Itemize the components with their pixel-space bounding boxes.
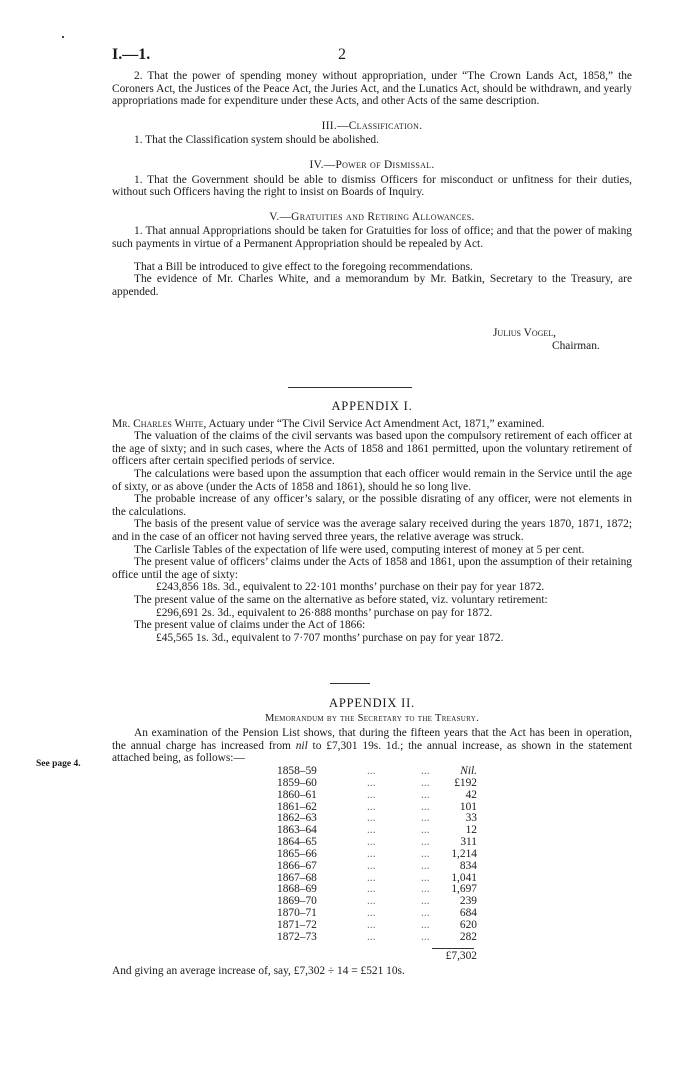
row-value: 101 — [459, 800, 477, 813]
row-year: 1859–60 — [277, 776, 317, 789]
pension-increase-table — [277, 766, 477, 963]
row-year: 1866–67 — [277, 859, 317, 872]
leader-dots: ... — [367, 824, 376, 837]
table-row — [277, 790, 477, 802]
row-year: 1860–61 — [277, 788, 317, 801]
heading-classification: III.—Classification. — [321, 119, 423, 132]
recommendations-section — [112, 70, 632, 298]
paragraph-bill: That a Bill be introduced to give effect to the foregoing recommendations. — [134, 260, 473, 273]
paragraph-alternative — [112, 594, 632, 619]
table-row — [277, 778, 477, 790]
leader-dots: ... — [421, 859, 430, 872]
average-increase-line: And giving an average increase of, say, £7,302 ÷ 14 = £521 10s. — [112, 965, 405, 977]
row-year: 1863–64 — [277, 824, 317, 837]
appendix-2-title: APPENDIX II. — [329, 696, 415, 710]
table-row — [277, 861, 477, 873]
leader-dots: ... — [367, 765, 376, 777]
paragraph-basis: The basis of the present value of service was the average salary received during the years 1870, 1871, 1872; and in the case of an officer not having served three years, the relative average was struck. — [112, 518, 632, 543]
appendix-1-title: APPENDIX I. — [331, 399, 413, 413]
leader-dots: ... — [421, 812, 430, 825]
total-row — [277, 951, 477, 963]
row-value: 1,214 — [451, 847, 477, 860]
pension-text-start: An examination of the Pension List shows, that during the fifteen years that the Act has been in operation, the annual charge has increased from — [112, 727, 632, 752]
row-year: 1870–71 — [277, 907, 317, 920]
leader-dots: ... — [421, 918, 430, 931]
value-compulsory: £243,856 18s. 3d., equivalent to 22·101 months’ purchase on their pay for year 1872. — [156, 581, 545, 594]
row-value: 684 — [459, 907, 477, 920]
table-row — [277, 849, 477, 861]
row-year: 1864–65 — [277, 836, 317, 849]
leader-dots: ... — [367, 800, 376, 813]
leader-dots: ... — [421, 800, 430, 813]
row-year: 1858–59 — [277, 765, 317, 777]
value-voluntary: £296,691 2s. 3d., equivalent to 26·888 months’ purchase on pay for 1872. — [156, 606, 493, 619]
paragraph-classification: 1. That the Classification system should be abolished. — [134, 134, 379, 147]
row-value: 311 — [460, 836, 477, 849]
page-reference: I.—1. — [112, 46, 151, 63]
leader-dots: ... — [367, 847, 376, 860]
table-body — [277, 766, 477, 944]
leader-dots: ... — [367, 930, 376, 943]
paragraph-present-value: The present value of officers’ claims under the Acts of 1858 and 1861, upon the assumption of their retaining office until the age of sixty: — [112, 556, 632, 581]
appendix-1-intro — [112, 418, 632, 431]
witness-description: Actuary under “The Civil Service Act Amendment Act, 1871,” examined. — [206, 417, 545, 430]
paragraph-dismissal: 1. That the Government should be able to dismiss Officers for misconduct or unfitness for their duties, without such Officers having the right to insist on Boards of Inquiry. — [112, 173, 632, 199]
leader-dots: ... — [367, 883, 376, 896]
leader-dots: ... — [421, 930, 430, 943]
leader-dots: ... — [367, 871, 376, 884]
pension-text-end: to £7,301 19s. 1d.; the annual increase, as shown in the statement attached being, as follows:— — [112, 739, 632, 765]
value-act-1866: £45,565 1s. 3d., equivalent to 7·707 months’ purchase on pay for year 1872. — [156, 631, 504, 644]
row-year: 1862–63 — [277, 812, 317, 825]
leader-dots: ... — [421, 847, 430, 860]
row-value: 1,041 — [451, 871, 477, 884]
leader-dots: ... — [421, 788, 430, 801]
leader-dots: ... — [421, 883, 430, 896]
row-year: 1868–69 — [277, 883, 317, 896]
row-year: 1861–62 — [277, 800, 317, 813]
witness-name: Mr. Charles White, — [112, 417, 207, 430]
appendix-1 — [112, 400, 632, 644]
leader-dots: ... — [421, 895, 430, 908]
section-divider — [288, 387, 412, 388]
margin-note: See page 4. — [36, 759, 81, 769]
table-row — [277, 932, 477, 944]
row-value: Nil. — [460, 765, 477, 777]
paragraph-pension-list — [112, 727, 632, 765]
leader-dots: ... — [421, 871, 430, 884]
leader-dots: ... — [421, 836, 430, 849]
heading-gratuities: V.—Gratuities and Retiring Allowances. — [269, 210, 475, 223]
paragraph-calculations: The calculations were based upon the assumption that each officer would remain in the Service until the age of sixty, or as above (under the Acts of 1858 and 1861), should he so long live. — [112, 467, 632, 493]
signature-name: Julius Vogel, — [493, 327, 557, 339]
paragraph-evidence: The evidence of Mr. Charles White, and a memorandum by Mr. Batkin, Secretary to the Treasury, are appended. — [112, 273, 632, 298]
leader-dots: ... — [367, 859, 376, 872]
paragraph-valuation: The valuation of the claims of the civil servants was based upon the compulsory retirement of each officer at the age of sixty; and in such cases, where the Acts of 1858 and 1861 permitted, upon the voluntary retirement of officers after certain specified periods of service. — [112, 430, 632, 468]
leader-dots: ... — [367, 895, 376, 908]
appendix-2 — [112, 697, 632, 765]
paragraph-probable-increase: The probable increase of any officer’s salary, or the possible disrating of any officer, were not elements in the calculations. — [112, 493, 632, 518]
paragraph-carlisle: The Carlisle Tables of the expectation of life were used, computing interest of money at 5 per cent. — [134, 543, 585, 556]
row-year: 1871–72 — [277, 918, 317, 931]
total-value: £7,302 — [445, 949, 477, 962]
act-1866-label: The present value of claims under the Act of 1866: — [134, 619, 366, 632]
pension-nil: nil — [295, 739, 308, 752]
paragraph-gratuities: 1. That annual Appropriations should be taken for Gratuities for loss of office; and that the power of making such payments in virtue of a Permanent Appropriation should be repealed by Act. — [112, 225, 632, 250]
heading-dismissal: IV.—Power of Dismissal. — [309, 158, 435, 171]
row-value: 239 — [459, 895, 477, 908]
row-value: 1,697 — [451, 883, 477, 896]
leader-dots: ... — [421, 765, 430, 777]
leader-dots: ... — [421, 824, 430, 837]
paragraph-act-1866 — [112, 619, 632, 644]
row-value: 12 — [465, 824, 477, 837]
leader-dots: ... — [367, 918, 376, 931]
paragraph-appropriation: 2. That the power of spending money without appropriation, under “The Crown Lands Act, 1858,” the Coroners Act, the Justices of the Peace Act, the Juries Act, and the Lunatics Act, should be withdrawn, and yearly appropriations made for expenditure under these Acts, and other Acts of the same description. — [112, 70, 632, 108]
row-value: £192 — [454, 776, 477, 789]
row-value: 834 — [459, 859, 477, 872]
leader-dots: ... — [367, 907, 376, 920]
row-value: 42 — [465, 788, 477, 801]
appendix-2-subtitle: Memorandum by the Secretary to the Treasury. — [264, 712, 480, 724]
row-value: 33 — [465, 812, 477, 825]
row-year: 1867–68 — [277, 871, 317, 884]
row-year: 1865–66 — [277, 847, 317, 860]
row-value: 282 — [459, 930, 477, 943]
stray-mark — [62, 36, 64, 38]
total-rule — [432, 948, 474, 949]
leader-dots: ... — [367, 836, 376, 849]
row-value: 620 — [459, 918, 477, 931]
page-number: 2 — [338, 46, 346, 63]
row-year: 1872–73 — [277, 930, 317, 943]
row-year: 1869–70 — [277, 895, 317, 908]
leader-dots: ... — [421, 776, 430, 789]
leader-dots: ... — [367, 788, 376, 801]
alternative-label: The present value of the same on the alternative as before stated, viz. voluntary retirement: — [134, 593, 548, 606]
leader-dots: ... — [367, 776, 376, 789]
signature-title: Chairman. — [552, 340, 600, 352]
appendix-divider — [330, 683, 370, 684]
leader-dots: ... — [421, 907, 430, 920]
leader-dots: ... — [367, 812, 376, 825]
